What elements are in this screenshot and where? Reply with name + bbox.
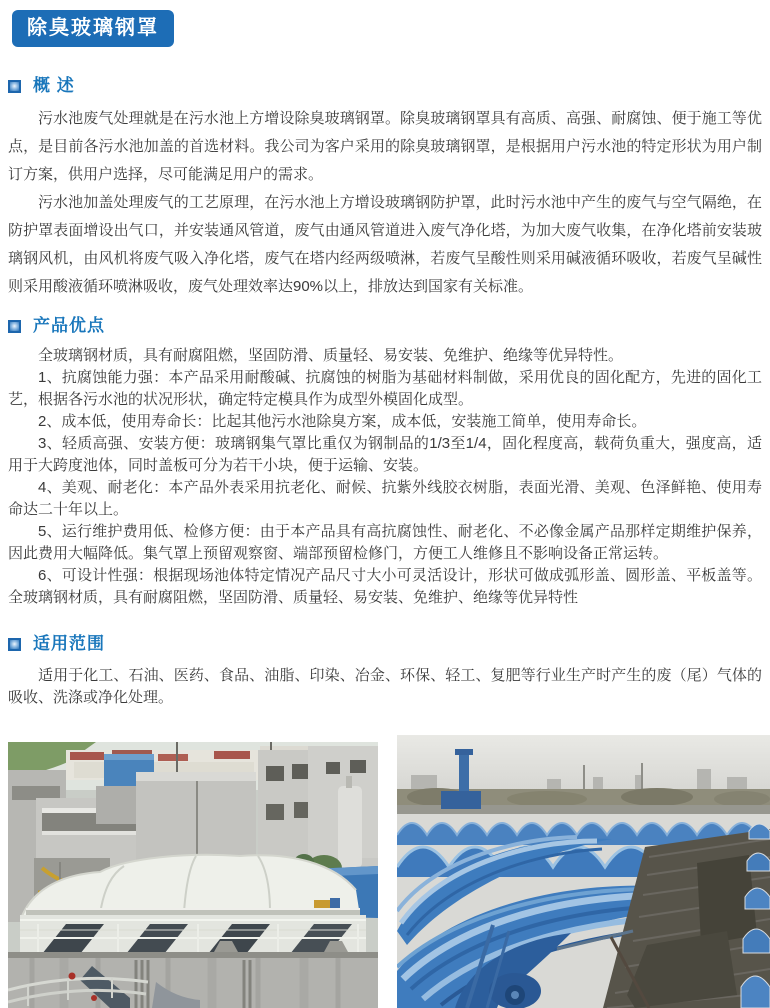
section-scope bbox=[8, 633, 762, 709]
section-advantages bbox=[8, 315, 762, 609]
list-item: 5、运行维护费用低、检修方便：由于本产品具有高抗腐蚀性、耐老化、不必像金属产品那样定期维护保养，因此费用大幅降低。集气罩上预留观察窗、端部预留检修门，方便工人维修且不影响设备正常运转。 bbox=[8, 523, 762, 562]
square-bullet-icon bbox=[8, 80, 21, 93]
section-advantages-body bbox=[8, 345, 762, 609]
list-item: 4、美观、耐老化：本产品外表采用抗老化、耐候、抗紫外线胶衣树脂，表面光滑、美观、色泽鲜艳、使用寿命达二十年以上。 bbox=[8, 479, 762, 518]
section-overview-body bbox=[8, 105, 762, 301]
list-item: 1、抗腐蚀能力强：本产品采用耐酸碱、抗腐蚀的树脂为基础材料制做，采用优良的固化配方，先进的固化工艺，根据各污水池的状况形状，确定特定模具作为成型外模固化成型。 bbox=[8, 369, 762, 408]
photo-blue-covers-rows bbox=[397, 735, 770, 1008]
paragraph: 污水池加盖处理废气的工艺原理，在污水池上方增设玻璃钢防护罩，此时污水池中产生的废气与空气隔绝，在防护罩表面增设出气口，并安装通风管道，废气由通风管道进入废气净化塔，为加大废气收集，在净化塔前安装玻璃钢风机，由风机将废气吸入净化塔，废气在塔内经两级喷淋，若废气呈酸性则采用碱液循环吸收，若废气呈碱性则采用酸液循环喷淋吸收，废气处理效率达90%以上，排放达到国家有关标准。 bbox=[8, 194, 762, 295]
section-title: 产品优点 bbox=[33, 316, 105, 335]
photo-white-cover-installation bbox=[8, 742, 378, 1008]
section-advantages-header bbox=[8, 315, 762, 337]
paragraph: 污水池废气处理就是在污水池上方增设除臭玻璃钢罩。除臭玻璃钢罩具有高质、高强、耐腐蚀、便于施工等优点，是目前各污水池加盖的首选材料。我公司为客户采用的除臭玻璃钢罩，是根据用户污水池的特定形状为用户制订方案，供用户选择，尽可能满足用户的需求。 bbox=[8, 110, 762, 183]
section-title: 概 述 bbox=[33, 76, 75, 95]
list-item: 6、可设计性强：根据现场池体特定情况产品尺寸大小可灵活设计，形状可做成弧形盖、圆形盖、平板盖等。全玻璃钢材质，具有耐腐阻燃，坚固防滑、质量轻、易安装、免维护、绝缘等优异特性 bbox=[8, 567, 762, 606]
paragraph: 适用于化工、石油、医药、食品、油脂、印染、冶金、环保、轻工、复肥等行业生产时产生的废（尾）气体的吸收、洗涤或净化处理。 bbox=[8, 667, 762, 706]
square-bullet-icon bbox=[8, 638, 21, 651]
section-scope-header bbox=[8, 633, 762, 655]
page-title-badge: 除臭玻璃钢罩 bbox=[12, 10, 174, 47]
photo-row bbox=[8, 735, 762, 1008]
list-item: 3、轻质高强、安装方便：玻璃钢集气罩比重仅为钢制品的1/3至1/4，固化程度高，载荷负重大，强度高，适用于大跨度池体，同时盖板可分为若干小块，便于运输、安装。 bbox=[8, 435, 762, 474]
list-item: 2、成本低，使用寿命长：比起其他污水池除臭方案，成本低，安装施工简单，使用寿命长。 bbox=[38, 413, 647, 430]
section-title: 适用范围 bbox=[33, 634, 105, 653]
section-scope-body bbox=[8, 665, 762, 709]
section-overview-header bbox=[8, 75, 762, 97]
section-overview bbox=[8, 75, 762, 301]
paragraph: 全玻璃钢材质，具有耐腐阻燃，坚固防滑、质量轻、易安装、免维护、绝缘等优异特性。 bbox=[38, 347, 624, 364]
square-bullet-icon bbox=[8, 320, 21, 333]
